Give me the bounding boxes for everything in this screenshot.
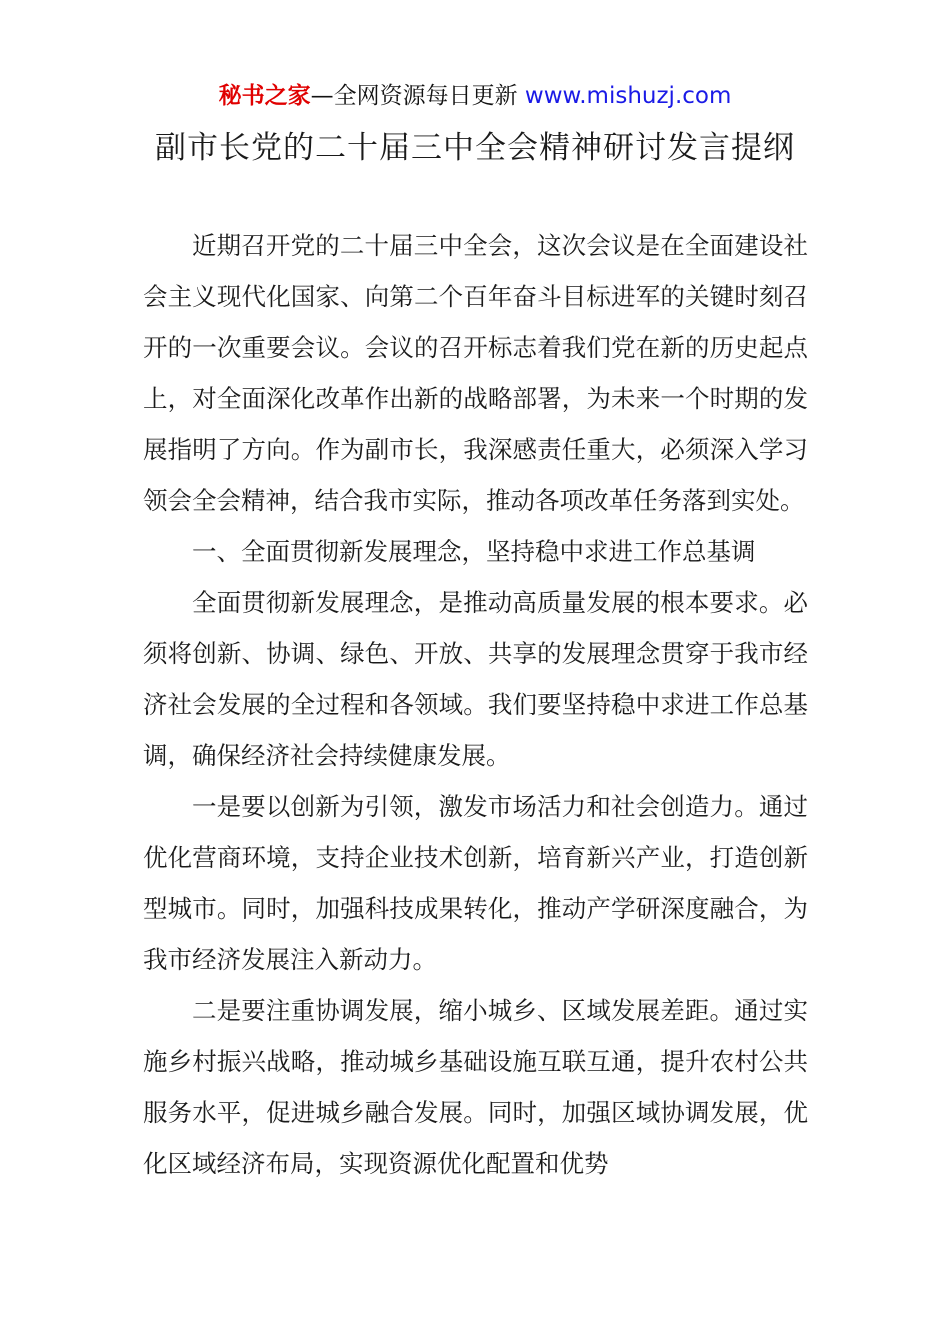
document-body bbox=[143, 220, 808, 1189]
point-1-paragraph: 一是要以创新为引领，激发市场活力和社会创造力。通过优化营商环境，支持企业技术创新，培育新兴产业，打造创新型城市。同时，加强科技成果转化，推动产学研深度融合，为我市经济发展注入新动力。 bbox=[143, 792, 808, 974]
document-title: 副市长党的二十届三中全会精神研讨发言提纲 bbox=[155, 130, 795, 166]
site-header bbox=[0, 80, 950, 112]
section-1-paragraph: 全面贯彻新发展理念，是推动高质量发展的根本要求。必须将创新、协调、绿色、开放、共享的发展理念贯穿于我市经济社会发展的全过程和各领域。我们要坚持稳中求进工作总基调，确保经济社会持续健康发展。 bbox=[143, 588, 808, 770]
section-heading-1: 一、全面贯彻新发展理念，坚持稳中求进工作总基调 bbox=[192, 537, 756, 566]
point-2-paragraph: 二是要注重协调发展，缩小城乡、区域发展差距。通过实施乡村振兴战略，推动城乡基础设施互联互通，提升农村公共服务水平，促进城乡融合发展。同时，加强区域协调发展，优化区域经济布局，实现资源优化配置和优势 bbox=[143, 996, 808, 1178]
brand-name: 秘书之家 bbox=[218, 83, 311, 109]
intro-paragraph: 近期召开党的二十届三中全会，这次会议是在全面建设社会主义现代化国家、向第二个百年奋斗目标进军的关键时刻召开的一次重要会议。会议的召开标志着我们党在新的历史起点上，对全面深化改革作出新的战略部署，为未来一个时期的发展指明了方向。作为副市长，我深感责任重大，必须深入学习领会全会精神，结合我市实际，推动各项改革任务落到实处。 bbox=[143, 231, 808, 515]
header-tagline: —全网资源每日更新 bbox=[310, 83, 518, 109]
site-url-link[interactable]: www.mishuzj.com bbox=[524, 83, 732, 109]
